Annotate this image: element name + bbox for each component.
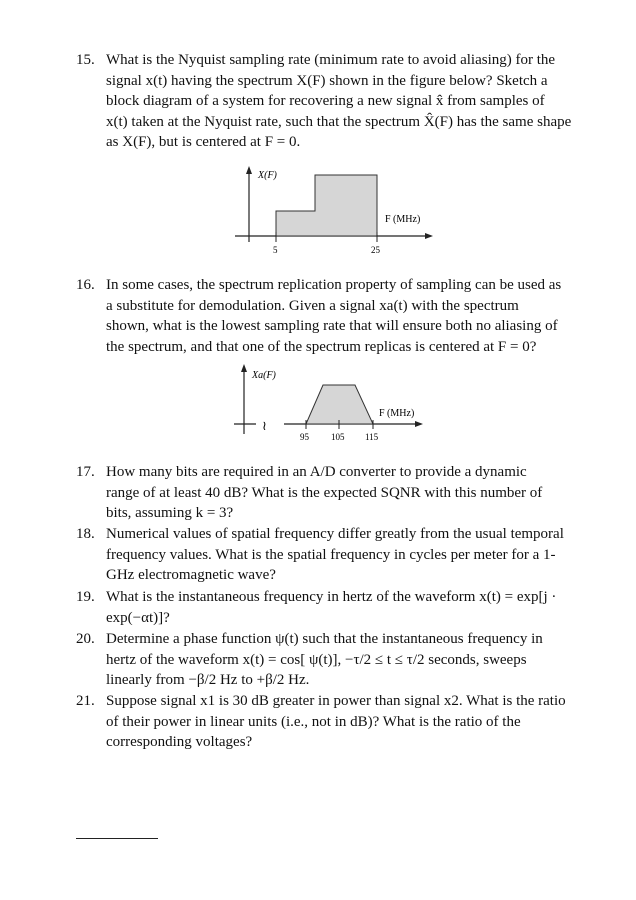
footnote-rule (76, 838, 158, 839)
question-21 (72, 691, 592, 753)
question-line: range of at least 40 dB? What is the expected SQNR with this number of (106, 484, 543, 501)
question-line: What is the Nyquist sampling rate (minimum rate to avoid aliasing) for the (106, 52, 556, 68)
question-line: of their power in linear units (i.e., not in dB)? What is the ratio of the (106, 713, 521, 730)
axis-break-mark: ≀ (262, 418, 267, 433)
question-20 (72, 629, 592, 691)
question-line: corresponding voltages? (106, 734, 253, 750)
question-line: the spectrum, and that one of the spectrum replicas is centered at F = 0? (106, 338, 537, 355)
spectrum-step-shape (276, 175, 377, 236)
question-line: linearly from −β/2 Hz to +β/2 Hz. (106, 672, 310, 688)
question-number: 15. (76, 52, 95, 68)
spectrum-trapezoid (306, 385, 373, 424)
x-axis-arrow (425, 233, 433, 239)
tick-label-25: 25 (371, 245, 380, 255)
question-line: Numerical values of spatial frequency differ greatly from the usual temporal (106, 526, 564, 542)
question-line: shown, what is the lowest sampling rate that will ensure both no aliasing of (106, 318, 558, 334)
y-axis-arrow (241, 364, 247, 372)
question-number: 18. (76, 526, 95, 542)
y-axis-arrow (246, 166, 252, 174)
question-line: a substitute for demodulation. Given a signal xa(t) with the spectrum (106, 297, 519, 314)
x-axis-label: F (MHz) (379, 408, 415, 419)
question-line: In some cases, the spectrum replication property of sampling can be used as (106, 277, 562, 293)
question-line: bits, assuming k = 3? (106, 505, 234, 521)
question-line: Determine a phase function ψ(t) such that the instantaneous frequency in (106, 631, 543, 647)
question-line: as X(F), but is centered at F = 0. (106, 134, 301, 150)
tick-label-105: 105 (331, 432, 345, 442)
y-axis-label: Xa(F) (252, 370, 276, 381)
tick-label-115: 115 (365, 432, 379, 442)
spectrum-figure-2 (226, 362, 436, 447)
spectrum-figure-1 (225, 162, 445, 262)
question-line: hertz of the waveform x(t) = cos[ ψ(t)], −τ/2 ≤ t ≤ τ/2 seconds, sweeps (106, 651, 527, 668)
question-line: What is the instantaneous frequency in hertz of the waveform x(t) = exp[j · (106, 589, 557, 605)
question-line: Suppose signal x1 is 30 dB greater in power than signal x2. What is the ratio (106, 693, 566, 709)
x-axis-arrow (415, 421, 423, 427)
question-line: x(t) taken at the Nyquist rate, such that the spectrum X̂(F) has the same shape (106, 113, 572, 130)
question-line: How many bits are required in an A/D converter to provide a dynamic (106, 464, 527, 480)
question-number: 20. (76, 631, 95, 647)
question-number: 21. (76, 693, 95, 709)
x-axis-label: F (MHz) (385, 214, 421, 225)
question-16 (72, 275, 592, 357)
y-axis-label: X(F) (258, 170, 277, 181)
question-18 (72, 524, 592, 586)
question-line: exp(−αt)]? (106, 609, 170, 626)
question-line: signal x(t) having the spectrum X(F) shown in the figure below? Sketch a (106, 72, 548, 89)
question-line: frequency values. What is the spatial frequency in cycles per meter for a 1- (106, 546, 556, 563)
question-17 (72, 462, 592, 524)
question-number: 17. (76, 464, 95, 480)
question-15 (72, 50, 592, 153)
tick-label-5: 5 (273, 245, 278, 255)
question-line: GHz electromagnetic wave? (106, 567, 276, 583)
question-number: 16. (76, 277, 95, 293)
tick-label-95: 95 (300, 432, 309, 442)
question-number: 19. (76, 589, 95, 605)
question-19 (72, 587, 592, 628)
question-line: block diagram of a system for recovering a new signal x̂ from samples of (106, 93, 545, 109)
